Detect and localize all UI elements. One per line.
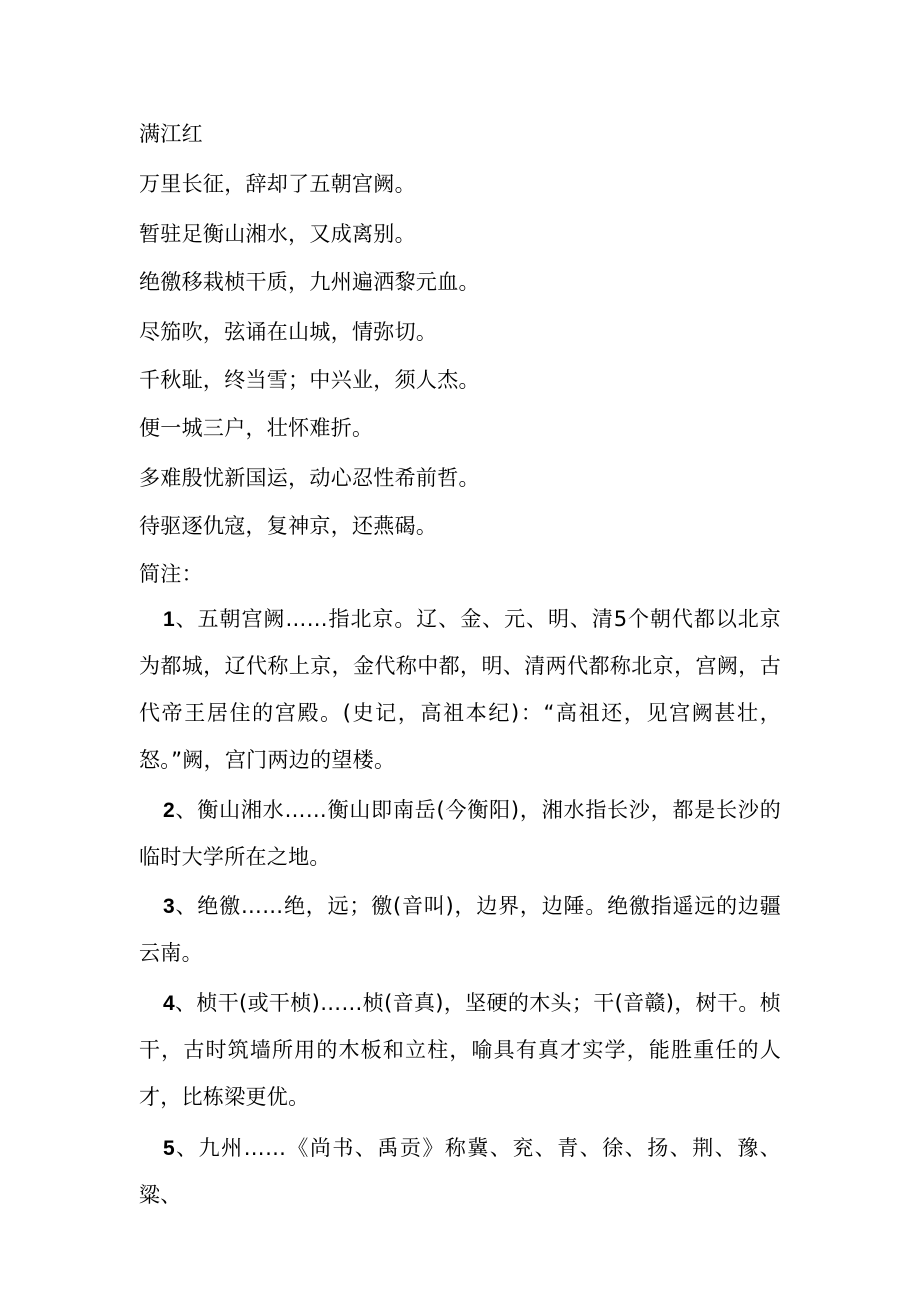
poem-title: 满江红	[139, 122, 203, 146]
poem-line: 待驱逐仇寇，复神京，还燕碣。	[139, 514, 438, 538]
note-item	[139, 883, 781, 977]
note-text: 、五朝宫阙……指北京。辽、金、元、明、清5个朝代都以北京为都城，辽代称上京，金代称中都，明、清两代都称北京，宫阙，古代帝王居住的宫殿。(史记，高祖本纪)：“高祖还，见宫阙甚壮，怒。”阙，宫门两边的望楼。	[139, 607, 781, 772]
note-item	[139, 787, 781, 881]
poem-line: 绝徼移栽桢干质，九州遍洒黎元血。	[139, 270, 480, 294]
note-number: 4	[163, 992, 175, 1015]
note-text: 、衡山湘水……衡山即南岳(今衡阳)，湘水指长沙，都是长沙的临时大学所在之地。	[139, 798, 781, 869]
note-number: 3	[163, 895, 175, 918]
poem-line: 暂驻足衡山湘水，又成离别。	[139, 222, 416, 246]
note-number: 1	[163, 608, 175, 631]
poem-line: 便一城三户，壮怀难折。	[139, 416, 374, 440]
note-item	[139, 1125, 781, 1219]
note-text: 、绝徼……绝，远；徼(音叫)，边界，边陲。绝徼指遥远的边疆云南。	[139, 894, 781, 965]
note-text: 、九州……《尚书、禹贡》称冀、兖、青、徐、扬、荆、豫、粱、	[139, 1136, 781, 1207]
notes-heading: 简注：	[139, 562, 203, 586]
poem-line: 千秋耻，终当雪；中兴业，须人杰。	[139, 368, 480, 392]
note-number: 5	[163, 1137, 175, 1160]
poem-line: 尽笳吹，弦诵在山城，情弥切。	[139, 320, 438, 344]
note-text: 、桢干(或干桢)……桢(音真)，坚硬的木头；干(音赣)，树干。桢干，古时筑墙所用的木板和立柱，喻具有真才实学，能胜重任的人才，比栋梁更优。	[139, 991, 781, 1109]
poem-line: 多难殷忧新国运，动心忍性希前哲。	[139, 466, 480, 490]
poem-line: 万里长征，辞却了五朝宫阙。	[139, 172, 416, 196]
note-number: 2	[163, 799, 175, 822]
note-item	[139, 980, 781, 1121]
note-item	[139, 596, 781, 784]
